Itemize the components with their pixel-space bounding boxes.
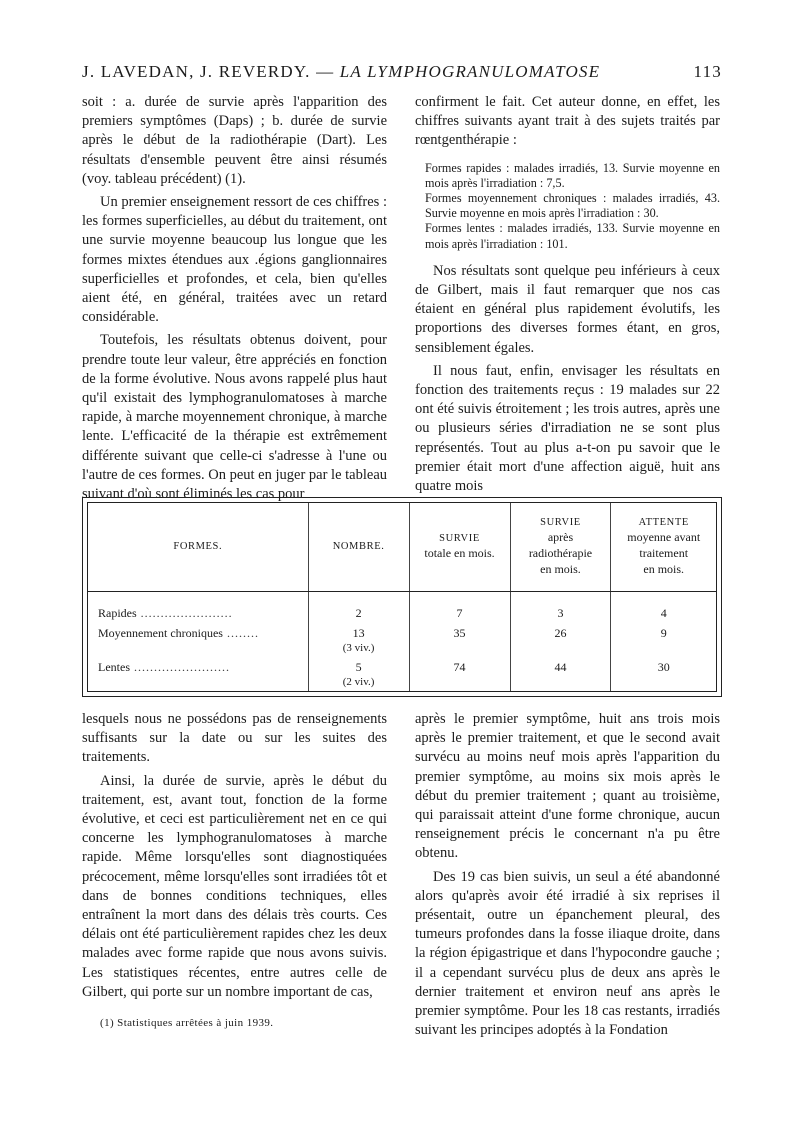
cell-forme: Lentes ........................	[98, 660, 230, 675]
table-header-row	[88, 503, 716, 592]
cell-survie-radiotherapie: 44	[510, 656, 611, 691]
paragraph: Des 19 cas bien suivis, un seul a été abandonné alors qu'après avoir été irradié à six reprises il présentait, outre un épanchement pleural, des tumeurs profondes dans la fosse iliaque droite, dans la région épigastrique et dans l'hypocondre gauche ; il a cependant survécu plus de deux ans après le dernier traitement et environ neuf ans après le premier symptôme. Pour les 18 cas restants, irradiés suivant les principes adoptés à la Fondation	[415, 868, 720, 1039]
column-bottom-right	[415, 710, 720, 1040]
cell-survie-radiotherapie: 26	[510, 622, 611, 657]
table-row	[88, 592, 716, 622]
cell-nombre: 2	[308, 592, 409, 622]
page-number: 113	[693, 62, 722, 81]
results-table-inner	[87, 502, 717, 692]
table-row	[88, 656, 716, 691]
header-survie-radiotherapie: SURVIE après radiothérapie en mois.	[510, 503, 611, 592]
paragraph: Nos résultats sont quelque peu inférieurs à ceux de Gilbert, mais il faut remarquer que nos cas étaient en général plus rapidement évolutifs, les proportions des diverses formes étant, en gros, sensiblement égales.	[415, 262, 720, 356]
cell-nombre: 13 (3 viv.)	[308, 622, 409, 657]
paragraph: Ainsi, la durée de survie, après le début du traitement, est, avant tout, fonction de la forme évolutive, et ceci est particulièrement net en ce qui concerne les lymphogranulomatoses à marche rapide. Même lorsqu'elles sont diagnostiquées précocement, même lorsqu'elles sont irradiées tôt et dans de bonnes conditions techniques, elles entraînent la mort dans des délais très courts. Ces délais ont été particulièrement rapides chez les deux malades avec forme rapide que nous avons suivis. Les statistiques récentes, entre autres celle de Gilbert, qui porte sur un nombre important de cas,	[82, 772, 387, 1000]
quote-line: Formes moyennement chroniques : malades irradiés, 43. Survie moyenne en mois après l'irradiation : 30.	[425, 191, 720, 221]
paragraph: confirment le fait. Cet auteur donne, en effet, les chiffres suivants ayant trait à des sujets traités par rœntgenthérapie :	[415, 94, 720, 149]
header-formes: FORMES.	[88, 503, 308, 592]
paragraph: Toutefois, les résultats obtenus doivent, pour prendre toute leur valeur, être appréciés en fonction de la forme évolutive. Nous avons rappelé plus haut qu'il existait des lymphogranulomatoses à marche rapide, à marche moyennement chronique, à marche lente. L'efficacité de la thérapie est extrêmement différente suivant que celle-ci s'adresse à l'une ou l'autre de ces formes. On peut en juger par le tableau suivant d'où sont éliminés les cas pour	[82, 332, 387, 503]
header-nombre: NOMBRE.	[308, 503, 409, 592]
quote-line: Formes lentes : malades irradiés, 133. Survie moyenne en mois après l'irradiation : 101.	[425, 221, 720, 251]
paragraph: lesquels nous ne possédons pas de renseignements suffisants sur la date ou sur les suites des traitements.	[82, 711, 387, 766]
cell-attente: 9	[611, 622, 716, 657]
quote-line: Formes rapides : malades irradiés, 13. Survie moyenne en mois après l'irradiation : 7,5.	[425, 160, 720, 190]
header-attente: ATTENTE moyenne avant traitement en mois.	[611, 503, 716, 592]
cell-attente: 4	[611, 592, 716, 622]
header-title: LA LYMPHOGRANULOMATOSE	[339, 62, 601, 81]
table-row	[88, 622, 716, 657]
cell-survie-totale: 7	[409, 592, 510, 622]
cell-survie-totale: 35	[409, 622, 510, 657]
running-head	[82, 62, 722, 82]
paragraph: soit : a. durée de survie après l'apparition des premiers symptômes (Daps) ; b. durée de survie après le début de la radiothérapie (Dart). Les résultats d'ensemble peuvent être ainsi résumés (voy. tableau précédent) (1).	[82, 94, 387, 187]
cell-survie-totale: 74	[409, 656, 510, 691]
header-survie-totale: SURVIE totale en mois.	[409, 503, 510, 592]
column-top-left	[82, 93, 387, 504]
paragraph: après le premier symptôme, huit ans trois mois après le premier traitement, et que le second avait survécu au moins neuf mois après l'apparition du premier symptôme, au moins six mois après le début du premier traitement ; quant au troisième, qui paraissait atteint d'une forme chronique, aucun renseignement précis le concernant n'a pu être obtenu.	[415, 711, 720, 862]
footnote: (1) Statistiques arrêtées à juin 1939.	[100, 1017, 274, 1029]
cell-attente: 30	[611, 656, 716, 691]
paragraph: Il nous faut, enfin, envisager les résultats en fonction des traitements reçus : 19 malades sur 22 ont été suivis étroitement ; les trois autres, après une ou plusieurs séries d'irradiation ne se sont plus représentés. Tout au plus a-t-on pu savoir que le premier était mort d'une affection aiguë, huit ans quatre mois	[415, 362, 720, 495]
results-table-frame	[82, 497, 722, 697]
column-bottom-left	[82, 710, 387, 1002]
results-table	[88, 503, 716, 691]
paragraph: Un premier enseignement ressort de ces chiffres : les formes superficielles, au début du traitement, ont une survie moyenne beaucoup lus longue que les formes mixtes étendues aux .égions ganglionnaires superficielles et profondes, et cela, bien qu'elles aient été, en général, traitées avec un retard considérable.	[82, 194, 387, 326]
gilbert-quote	[425, 161, 720, 252]
cell-nombre: 5 (2 viv.)	[308, 656, 409, 691]
cell-survie-radiotherapie: 3	[510, 592, 611, 622]
cell-forme: Moyennement chroniques ........	[98, 625, 259, 640]
column-top-right	[415, 93, 720, 496]
header-authors: J. LAVEDAN, J. REVERDY. —	[82, 62, 340, 81]
cell-forme: Rapides .......................	[98, 606, 233, 620]
